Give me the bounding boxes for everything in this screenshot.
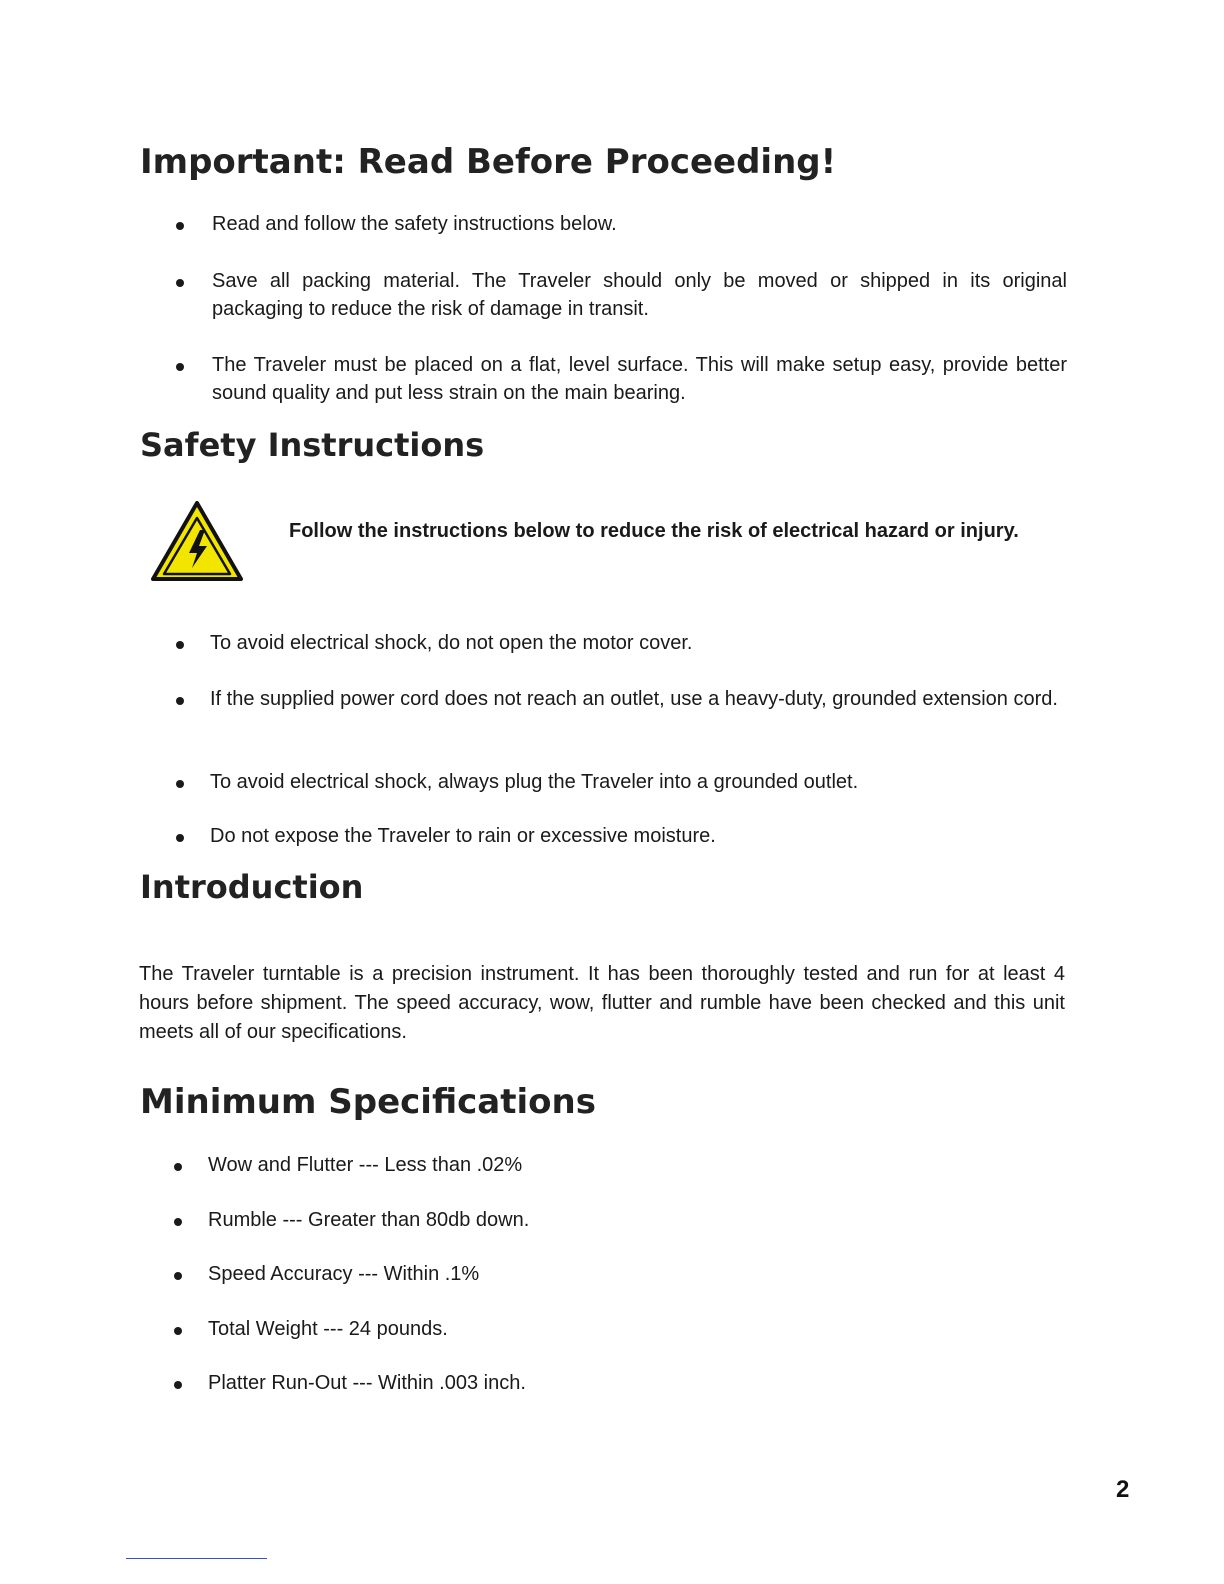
list-item-text: Do not expose the Traveler to rain or excessive moisture. bbox=[210, 825, 716, 847]
high-voltage-warning-icon bbox=[150, 500, 244, 582]
heading-safety: Safety Instructions bbox=[140, 426, 485, 464]
warning-callout bbox=[150, 500, 1070, 584]
footer-divider bbox=[126, 1558, 267, 1559]
list-item-text: Rumble --- Greater than 80db down. bbox=[208, 1209, 530, 1231]
list-item-text: If the supplied power cord does not reach an outlet, use a heavy-duty, grounded extension cord. bbox=[210, 688, 1058, 710]
warning-text: Follow the instructions below to reduce the risk of electrical hazard or injury. bbox=[289, 520, 1019, 542]
page-number: 2 bbox=[1116, 1476, 1130, 1503]
heading-introduction: Introduction bbox=[140, 868, 364, 906]
list-item-text: Wow and Flutter --- Less than .02% bbox=[208, 1154, 523, 1176]
list-item-text: Read and follow the safety instructions below. bbox=[212, 213, 617, 235]
list-item-text: The Traveler must be placed on a flat, level surface. This will make setup easy, provide better sound quality and put less strain on the main bearing. bbox=[212, 354, 1067, 404]
introduction-paragraph: The Traveler turntable is a precision instrument. It has been thoroughly tested and run for at least 4 hours before shipment. The speed accuracy, wow, flutter and rumble have been checked and this unit meets all of our specifications. bbox=[139, 963, 1065, 1043]
list-item-text: Save all packing material. The Traveler should only be moved or shipped in its original packaging to reduce the risk of damage in transit. bbox=[212, 270, 1067, 320]
list-item-text: To avoid electrical shock, do not open the motor cover. bbox=[210, 632, 693, 654]
list-item-text: Speed Accuracy --- Within .1% bbox=[208, 1263, 480, 1285]
list-item-text: Platter Run-Out --- Within .003 inch. bbox=[208, 1372, 526, 1394]
list-item-text: Total Weight --- 24 pounds. bbox=[208, 1318, 448, 1340]
heading-important: Important: Read Before Proceeding! bbox=[140, 142, 837, 182]
heading-minimum-specifications: Minimum Specifications bbox=[140, 1082, 596, 1122]
list-item-text: To avoid electrical shock, always plug the Traveler into a grounded outlet. bbox=[210, 771, 859, 793]
